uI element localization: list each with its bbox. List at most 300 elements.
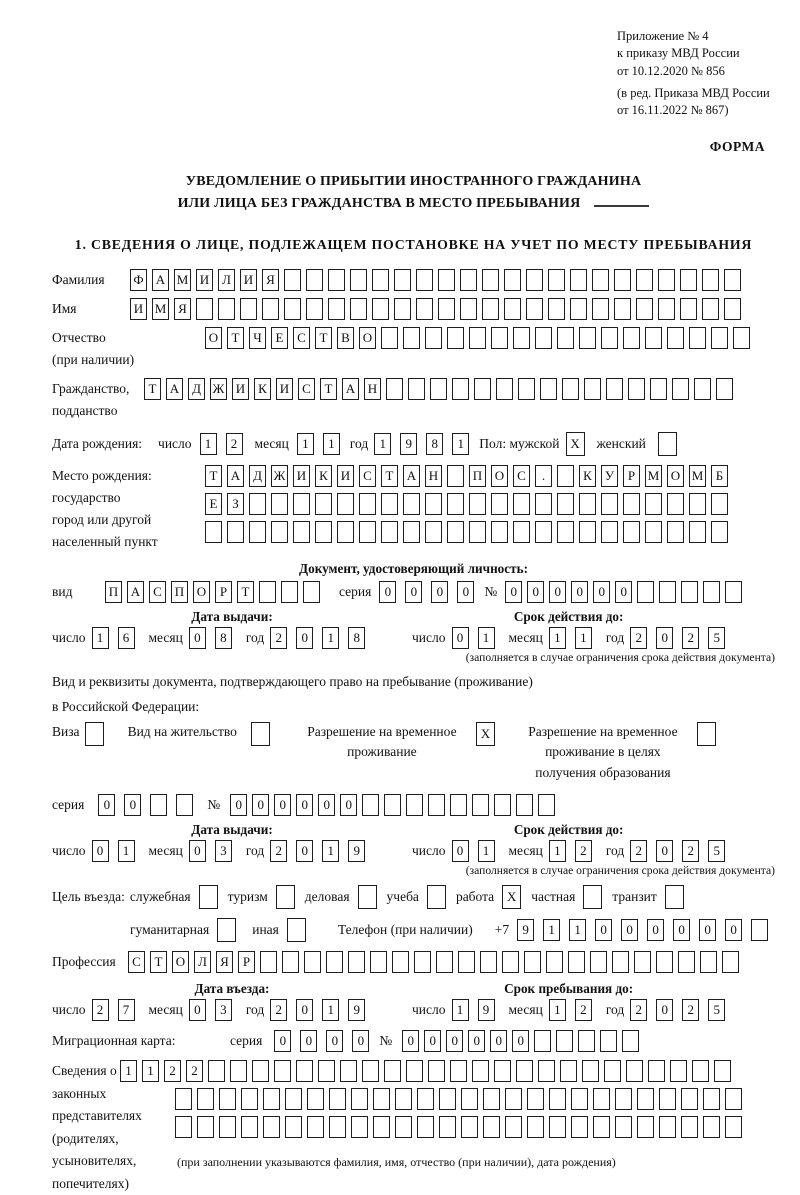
reps-cell[interactable] xyxy=(406,1060,423,1082)
reps-cell[interactable] xyxy=(263,1088,280,1110)
entry-year-cell[interactable]: 0 xyxy=(296,999,313,1021)
profession-cell[interactable]: Л xyxy=(194,951,211,973)
iddoc-issue-year-cell[interactable]: 1 xyxy=(322,627,339,649)
resdoc-valid-month-cell[interactable]: 1 xyxy=(549,840,566,862)
birthplace-cell[interactable] xyxy=(315,493,332,515)
citizenship-cell[interactable]: С xyxy=(298,378,315,400)
birthplace-cell[interactable] xyxy=(513,521,530,543)
reps-cell[interactable]: 1 xyxy=(120,1060,137,1082)
birthplace-cell[interactable]: Е xyxy=(205,493,222,515)
birthplace-cell[interactable] xyxy=(557,521,574,543)
birthplace-cell[interactable]: С xyxy=(513,465,530,487)
iddoc-series-cell[interactable]: 0 xyxy=(379,581,396,603)
surname-cell[interactable] xyxy=(460,269,477,291)
birthplace-cell[interactable]: О xyxy=(667,465,684,487)
entry-year-cell[interactable]: 9 xyxy=(348,999,365,1021)
citizenship-cell[interactable] xyxy=(474,378,491,400)
migration-series-cell[interactable]: 0 xyxy=(300,1030,317,1052)
profession-cell[interactable] xyxy=(260,951,277,973)
reps-cell[interactable] xyxy=(384,1060,401,1082)
citizenship-cell[interactable] xyxy=(694,378,711,400)
birthplace-cell[interactable] xyxy=(557,465,574,487)
resdoc-valid-month-cell[interactable]: 2 xyxy=(575,840,592,862)
birthplace-cell[interactable] xyxy=(403,493,420,515)
purpose-business-checkbox[interactable] xyxy=(358,885,377,909)
profession-cell[interactable] xyxy=(590,951,607,973)
stay-day-cell[interactable]: 1 xyxy=(452,999,469,1021)
birthplace-cell[interactable] xyxy=(579,493,596,515)
migration-number-cell[interactable]: 0 xyxy=(402,1030,419,1052)
stay-month-cell[interactable]: 1 xyxy=(549,999,566,1021)
resdoc-series-cell[interactable]: 0 xyxy=(124,794,141,816)
name-cell[interactable] xyxy=(438,298,455,320)
reps-cell[interactable] xyxy=(659,1088,676,1110)
iddoc-kind-cell[interactable] xyxy=(303,581,320,603)
temp-residence-checkbox[interactable] xyxy=(476,722,495,746)
patronymic-cell[interactable]: Ч xyxy=(249,327,266,349)
migration-number-cell[interactable]: 0 xyxy=(424,1030,441,1052)
reps-cell[interactable] xyxy=(593,1088,610,1110)
surname-cell[interactable] xyxy=(284,269,301,291)
patronymic-cell[interactable] xyxy=(535,327,552,349)
reps-cell[interactable] xyxy=(252,1060,269,1082)
profession-cell[interactable] xyxy=(458,951,475,973)
resdoc-series-cell[interactable] xyxy=(176,794,193,816)
reps-cell[interactable] xyxy=(395,1116,412,1138)
reps-cell[interactable] xyxy=(703,1116,720,1138)
resdoc-number-cell[interactable] xyxy=(516,794,533,816)
surname-cell[interactable] xyxy=(526,269,543,291)
resdoc-issue-year-cell[interactable]: 0 xyxy=(296,840,313,862)
residence-permit-checkbox[interactable] xyxy=(251,722,270,746)
iddoc-issue-day-cell[interactable]: 6 xyxy=(118,627,135,649)
birthplace-cell[interactable]: У xyxy=(601,465,618,487)
purpose-humanitarian-checkbox[interactable] xyxy=(217,918,236,942)
phone-digit-cell[interactable]: 0 xyxy=(673,919,690,941)
stay-year-cell[interactable]: 2 xyxy=(630,999,647,1021)
reps-cell[interactable] xyxy=(417,1116,434,1138)
reps-cell[interactable] xyxy=(241,1116,258,1138)
iddoc-number-cell[interactable] xyxy=(637,581,654,603)
name-cell[interactable] xyxy=(636,298,653,320)
patronymic-cell[interactable] xyxy=(601,327,618,349)
iddoc-number-cell[interactable] xyxy=(703,581,720,603)
entry-year-cell[interactable]: 1 xyxy=(322,999,339,1021)
birthplace-cell[interactable]: М xyxy=(689,465,706,487)
iddoc-kind-cell[interactable] xyxy=(259,581,276,603)
name-cell[interactable] xyxy=(416,298,433,320)
resdoc-valid-year-cell[interactable]: 2 xyxy=(682,840,699,862)
profession-cell[interactable] xyxy=(282,951,299,973)
surname-cell[interactable]: А xyxy=(152,269,169,291)
entry-year-cell[interactable]: 2 xyxy=(270,999,287,1021)
surname-cell[interactable]: И xyxy=(240,269,257,291)
citizenship-cell[interactable] xyxy=(386,378,403,400)
name-cell[interactable] xyxy=(350,298,367,320)
name-cell[interactable] xyxy=(658,298,675,320)
sex-male-checkbox[interactable]: X xyxy=(566,432,585,456)
birthplace-cell[interactable]: О xyxy=(491,465,508,487)
entry-month-cell[interactable]: 0 xyxy=(189,999,206,1021)
resdoc-number-cell[interactable] xyxy=(450,794,467,816)
resdoc-series-cell[interactable]: 0 xyxy=(98,794,115,816)
birthplace-cell[interactable]: С xyxy=(359,465,376,487)
reps-cell[interactable] xyxy=(307,1088,324,1110)
patronymic-cell[interactable] xyxy=(623,327,640,349)
resdoc-issue-year-cell[interactable]: 1 xyxy=(322,840,339,862)
patronymic-cell[interactable] xyxy=(711,327,728,349)
birthplace-cell[interactable] xyxy=(315,521,332,543)
stay-year-cell[interactable]: 2 xyxy=(682,999,699,1021)
reps-cell[interactable] xyxy=(197,1116,214,1138)
reps-cell[interactable] xyxy=(373,1116,390,1138)
birthplace-cell[interactable] xyxy=(293,521,310,543)
residence-permit-checkbox[interactable] xyxy=(251,722,270,746)
reps-cell[interactable] xyxy=(208,1060,225,1082)
birth-year-cell[interactable]: 8 xyxy=(426,433,443,455)
migration-series-cell[interactable]: 0 xyxy=(326,1030,343,1052)
resdoc-issue-year-cell[interactable]: 9 xyxy=(348,840,365,862)
reps-cell[interactable] xyxy=(681,1088,698,1110)
iddoc-number-cell[interactable]: 0 xyxy=(549,581,566,603)
birthplace-cell[interactable] xyxy=(425,493,442,515)
citizenship-cell[interactable] xyxy=(496,378,513,400)
birthplace-cell[interactable] xyxy=(271,493,288,515)
stay-day-cell[interactable]: 9 xyxy=(478,999,495,1021)
resdoc-number-cell[interactable] xyxy=(362,794,379,816)
surname-cell[interactable]: И xyxy=(196,269,213,291)
surname-cell[interactable] xyxy=(350,269,367,291)
citizenship-cell[interactable]: Ж xyxy=(210,378,227,400)
reps-cell[interactable] xyxy=(615,1088,632,1110)
surname-cell[interactable]: Л xyxy=(218,269,235,291)
iddoc-issue-year-cell[interactable]: 0 xyxy=(296,627,313,649)
patronymic-cell[interactable] xyxy=(689,327,706,349)
citizenship-cell[interactable]: Д xyxy=(188,378,205,400)
migration-number-cell[interactable] xyxy=(534,1030,551,1052)
name-cell[interactable] xyxy=(504,298,521,320)
citizenship-cell[interactable] xyxy=(672,378,689,400)
patronymic-cell[interactable]: Е xyxy=(271,327,288,349)
sex-female-checkbox[interactable] xyxy=(658,432,677,456)
name-cell[interactable] xyxy=(372,298,389,320)
patronymic-cell[interactable] xyxy=(381,327,398,349)
birthplace-cell[interactable] xyxy=(535,521,552,543)
reps-cell[interactable]: 1 xyxy=(142,1060,159,1082)
reps-cell[interactable] xyxy=(626,1060,643,1082)
iddoc-issue-year-cell[interactable]: 8 xyxy=(348,627,365,649)
iddoc-kind-cell[interactable]: С xyxy=(149,581,166,603)
citizenship-cell[interactable] xyxy=(408,378,425,400)
reps-cell[interactable] xyxy=(505,1088,522,1110)
birthplace-cell[interactable]: Т xyxy=(381,465,398,487)
stay-year-cell[interactable]: 0 xyxy=(656,999,673,1021)
birthplace-cell[interactable] xyxy=(381,493,398,515)
birthplace-cell[interactable]: А xyxy=(227,465,244,487)
patronymic-cell[interactable] xyxy=(557,327,574,349)
patronymic-cell[interactable] xyxy=(667,327,684,349)
birthplace-cell[interactable]: Д xyxy=(249,465,266,487)
iddoc-kind-cell[interactable]: П xyxy=(171,581,188,603)
reps-cell[interactable] xyxy=(362,1060,379,1082)
phone-digit-cell[interactable]: 0 xyxy=(595,919,612,941)
migration-number-cell[interactable] xyxy=(578,1030,595,1052)
sex-male-checkbox[interactable] xyxy=(566,432,585,456)
reps-cell[interactable] xyxy=(670,1060,687,1082)
birthplace-cell[interactable]: Б xyxy=(711,465,728,487)
surname-cell[interactable] xyxy=(570,269,587,291)
surname-cell[interactable] xyxy=(416,269,433,291)
iddoc-valid-year-cell[interactable]: 2 xyxy=(630,627,647,649)
migration-series-cell[interactable]: 0 xyxy=(352,1030,369,1052)
iddoc-kind-cell[interactable]: О xyxy=(193,581,210,603)
birthplace-cell[interactable] xyxy=(491,493,508,515)
surname-cell[interactable]: Я xyxy=(262,269,279,291)
profession-cell[interactable] xyxy=(722,951,739,973)
resdoc-valid-day-cell[interactable]: 1 xyxy=(478,840,495,862)
birthplace-cell[interactable] xyxy=(601,521,618,543)
resdoc-number-cell[interactable]: 0 xyxy=(296,794,313,816)
profession-cell[interactable] xyxy=(524,951,541,973)
reps-cell[interactable] xyxy=(692,1060,709,1082)
surname-cell[interactable] xyxy=(306,269,323,291)
reps-cell[interactable] xyxy=(560,1060,577,1082)
citizenship-cell[interactable] xyxy=(562,378,579,400)
resdoc-number-cell[interactable] xyxy=(538,794,555,816)
iddoc-series-cell[interactable]: 0 xyxy=(405,581,422,603)
name-cell[interactable] xyxy=(218,298,235,320)
reps-cell[interactable] xyxy=(285,1088,302,1110)
citizenship-cell[interactable] xyxy=(606,378,623,400)
birthplace-cell[interactable]: . xyxy=(535,465,552,487)
profession-cell[interactable] xyxy=(656,951,673,973)
name-cell[interactable] xyxy=(394,298,411,320)
reps-cell[interactable] xyxy=(197,1088,214,1110)
reps-cell[interactable] xyxy=(318,1060,335,1082)
phone-digit-cell[interactable]: 1 xyxy=(543,919,560,941)
temp-residence-checkbox[interactable]: X xyxy=(476,722,495,746)
resdoc-valid-year-cell[interactable]: 5 xyxy=(708,840,725,862)
reps-cell[interactable] xyxy=(296,1060,313,1082)
birthplace-cell[interactable] xyxy=(689,521,706,543)
name-cell[interactable] xyxy=(570,298,587,320)
iddoc-valid-year-cell[interactable]: 0 xyxy=(656,627,673,649)
reps-cell[interactable] xyxy=(461,1116,478,1138)
iddoc-number-cell[interactable] xyxy=(659,581,676,603)
profession-cell[interactable]: С xyxy=(128,951,145,973)
birthplace-cell[interactable]: З xyxy=(227,493,244,515)
purpose-other-checkbox[interactable] xyxy=(287,918,306,942)
iddoc-kind-cell[interactable]: Р xyxy=(215,581,232,603)
birthplace-cell[interactable] xyxy=(667,493,684,515)
iddoc-valid-year-cell[interactable]: 2 xyxy=(682,627,699,649)
iddoc-number-cell[interactable] xyxy=(681,581,698,603)
reps-cell[interactable] xyxy=(703,1088,720,1110)
birthplace-cell[interactable] xyxy=(689,493,706,515)
patronymic-cell[interactable] xyxy=(447,327,464,349)
name-cell[interactable] xyxy=(614,298,631,320)
reps-cell[interactable] xyxy=(483,1088,500,1110)
reps-cell[interactable] xyxy=(219,1116,236,1138)
resdoc-issue-year-cell[interactable]: 2 xyxy=(270,840,287,862)
migration-number-cell[interactable]: 0 xyxy=(490,1030,507,1052)
citizenship-cell[interactable] xyxy=(518,378,535,400)
name-cell[interactable] xyxy=(196,298,213,320)
birthplace-cell[interactable] xyxy=(535,493,552,515)
surname-cell[interactable] xyxy=(680,269,697,291)
iddoc-issue-month-cell[interactable]: 8 xyxy=(215,627,232,649)
reps-cell[interactable] xyxy=(340,1060,357,1082)
patronymic-cell[interactable]: Т xyxy=(315,327,332,349)
profession-cell[interactable] xyxy=(348,951,365,973)
birthplace-cell[interactable] xyxy=(491,521,508,543)
purpose-private-checkbox[interactable] xyxy=(583,885,602,909)
reps-cell[interactable] xyxy=(263,1116,280,1138)
name-cell[interactable]: Я xyxy=(174,298,191,320)
phone-digit-cell[interactable] xyxy=(751,919,768,941)
birthplace-cell[interactable]: К xyxy=(579,465,596,487)
patronymic-cell[interactable] xyxy=(645,327,662,349)
reps-cell[interactable] xyxy=(351,1116,368,1138)
purpose-other-checkbox[interactable] xyxy=(287,918,306,942)
iddoc-kind-cell[interactable]: Т xyxy=(237,581,254,603)
birth-year-cell[interactable]: 1 xyxy=(452,433,469,455)
birthplace-cell[interactable] xyxy=(645,521,662,543)
reps-cell[interactable] xyxy=(725,1116,742,1138)
resdoc-number-cell[interactable]: 0 xyxy=(274,794,291,816)
iddoc-valid-month-cell[interactable]: 1 xyxy=(575,627,592,649)
birthplace-cell[interactable] xyxy=(359,493,376,515)
citizenship-cell[interactable] xyxy=(716,378,733,400)
purpose-study-checkbox[interactable] xyxy=(427,885,446,909)
reps-cell[interactable] xyxy=(439,1116,456,1138)
resdoc-number-cell[interactable]: 0 xyxy=(340,794,357,816)
reps-cell[interactable] xyxy=(571,1088,588,1110)
surname-cell[interactable] xyxy=(592,269,609,291)
patronymic-cell[interactable]: С xyxy=(293,327,310,349)
reps-cell[interactable] xyxy=(527,1116,544,1138)
migration-series-cell[interactable]: 0 xyxy=(274,1030,291,1052)
birthplace-cell[interactable] xyxy=(623,493,640,515)
resdoc-number-cell[interactable] xyxy=(472,794,489,816)
citizenship-cell[interactable] xyxy=(628,378,645,400)
surname-cell[interactable] xyxy=(372,269,389,291)
phone-digit-cell[interactable]: 0 xyxy=(699,919,716,941)
birthplace-cell[interactable]: Т xyxy=(205,465,222,487)
birthplace-cell[interactable] xyxy=(711,493,728,515)
birthplace-cell[interactable] xyxy=(513,493,530,515)
birthplace-cell[interactable]: И xyxy=(337,465,354,487)
purpose-work-checkbox[interactable] xyxy=(502,885,521,909)
birthplace-cell[interactable]: П xyxy=(469,465,486,487)
reps-cell[interactable] xyxy=(274,1060,291,1082)
citizenship-cell[interactable]: Т xyxy=(144,378,161,400)
patronymic-cell[interactable] xyxy=(513,327,530,349)
surname-cell[interactable] xyxy=(548,269,565,291)
birth-month-cell[interactable]: 1 xyxy=(297,433,314,455)
birthplace-cell[interactable] xyxy=(425,521,442,543)
temp-residence-edu-checkbox[interactable] xyxy=(697,722,716,746)
patronymic-cell[interactable]: О xyxy=(205,327,222,349)
name-cell[interactable] xyxy=(526,298,543,320)
surname-cell[interactable] xyxy=(394,269,411,291)
reps-cell[interactable] xyxy=(230,1060,247,1082)
stay-month-cell[interactable]: 2 xyxy=(575,999,592,1021)
reps-cell[interactable] xyxy=(604,1060,621,1082)
name-cell[interactable] xyxy=(284,298,301,320)
citizenship-cell[interactable]: Т xyxy=(320,378,337,400)
resdoc-number-cell[interactable]: 0 xyxy=(230,794,247,816)
reps-cell[interactable] xyxy=(593,1116,610,1138)
entry-month-cell[interactable]: 3 xyxy=(215,999,232,1021)
profession-cell[interactable] xyxy=(392,951,409,973)
resdoc-series-cell[interactable] xyxy=(150,794,167,816)
birthplace-cell[interactable] xyxy=(645,493,662,515)
name-cell[interactable] xyxy=(702,298,719,320)
reps-cell[interactable] xyxy=(538,1060,555,1082)
migration-number-cell[interactable] xyxy=(556,1030,573,1052)
surname-cell[interactable] xyxy=(328,269,345,291)
patronymic-cell[interactable] xyxy=(469,327,486,349)
profession-cell[interactable]: Я xyxy=(216,951,233,973)
reps-cell[interactable] xyxy=(516,1060,533,1082)
purpose-transit-checkbox[interactable] xyxy=(665,885,684,909)
reps-cell[interactable] xyxy=(527,1088,544,1110)
reps-cell[interactable] xyxy=(725,1088,742,1110)
migration-number-cell[interactable] xyxy=(622,1030,639,1052)
patronymic-cell[interactable] xyxy=(579,327,596,349)
surname-cell[interactable] xyxy=(504,269,521,291)
reps-cell[interactable] xyxy=(175,1116,192,1138)
phone-digit-cell[interactable]: 1 xyxy=(569,919,586,941)
patronymic-cell[interactable]: В xyxy=(337,327,354,349)
profession-cell[interactable]: Т xyxy=(150,951,167,973)
purpose-humanitarian-checkbox[interactable] xyxy=(217,918,236,942)
birthplace-cell[interactable]: М xyxy=(645,465,662,487)
entry-day-cell[interactable]: 2 xyxy=(92,999,109,1021)
surname-cell[interactable]: Ф xyxy=(130,269,147,291)
reps-cell[interactable] xyxy=(549,1088,566,1110)
citizenship-cell[interactable] xyxy=(540,378,557,400)
iddoc-number-cell[interactable]: 0 xyxy=(571,581,588,603)
resdoc-number-cell[interactable]: 0 xyxy=(318,794,335,816)
resdoc-valid-day-cell[interactable]: 0 xyxy=(452,840,469,862)
resdoc-number-cell[interactable]: 0 xyxy=(252,794,269,816)
reps-cell[interactable] xyxy=(351,1088,368,1110)
name-cell[interactable] xyxy=(328,298,345,320)
purpose-study-checkbox[interactable] xyxy=(427,885,446,909)
reps-cell[interactable] xyxy=(483,1116,500,1138)
reps-cell[interactable] xyxy=(714,1060,731,1082)
visa-checkbox[interactable] xyxy=(85,722,104,746)
surname-cell[interactable] xyxy=(636,269,653,291)
purpose-tourism-checkbox[interactable] xyxy=(276,885,295,909)
reps-cell[interactable] xyxy=(241,1088,258,1110)
surname-cell[interactable] xyxy=(482,269,499,291)
iddoc-number-cell[interactable]: 0 xyxy=(615,581,632,603)
iddoc-series-cell[interactable]: 0 xyxy=(457,581,474,603)
resdoc-number-cell[interactable] xyxy=(494,794,511,816)
reps-cell[interactable] xyxy=(219,1088,236,1110)
profession-cell[interactable]: Р xyxy=(238,951,255,973)
birthplace-cell[interactable]: К xyxy=(315,465,332,487)
birthplace-cell[interactable] xyxy=(337,493,354,515)
reps-cell[interactable] xyxy=(582,1060,599,1082)
iddoc-valid-year-cell[interactable]: 5 xyxy=(708,627,725,649)
birthplace-cell[interactable] xyxy=(227,521,244,543)
reps-cell[interactable] xyxy=(472,1060,489,1082)
patronymic-cell[interactable] xyxy=(425,327,442,349)
